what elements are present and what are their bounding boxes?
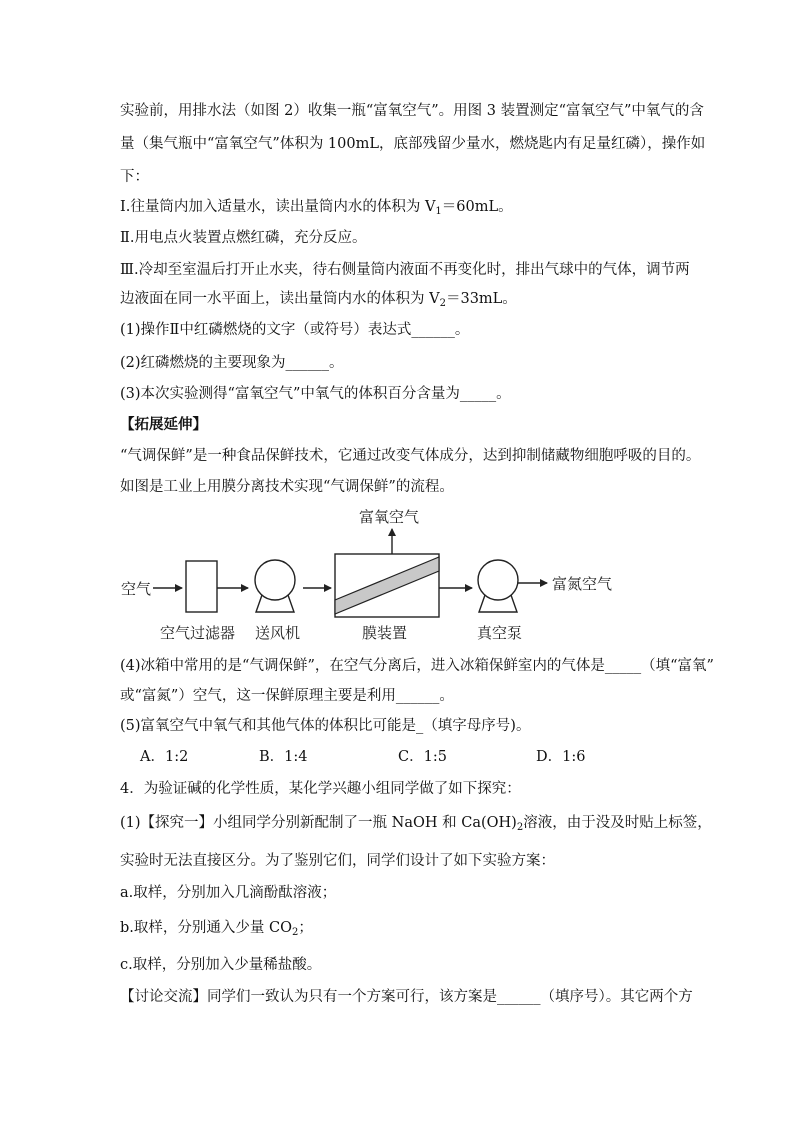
vacuum-pump-icon (478, 560, 518, 612)
question-1: (1)操作Ⅱ中红磷燃烧的文字（或符号）表达式______。 (120, 322, 470, 338)
plan-c: c.取样，分别加入少量稀盐酸。 (120, 957, 322, 973)
step-2: Ⅱ.用电点火装置点燃红磷，充分反应。 (120, 230, 367, 246)
air-filter-box (186, 561, 217, 612)
step-1: Ⅰ.往量筒内加入适量水，读出量筒内水的体积为 $V_1=60mL$。 (120, 199, 513, 217)
intro-line-2: 量（集气瓶中“富氧空气”体积为 100mL，底部残留少量水，燃烧匙内有足量红磷），操作如 (120, 136, 706, 152)
plan-a: a.取样，分别加入几滴酚酞溶液； (120, 885, 337, 901)
option-d: D．1:6 (536, 749, 586, 765)
intro-line-1: 实验前，用排水法（如图 2）收集一瓶“富氧空气”。用图 3 装置测定“富氧空气”中氧气的含 (120, 103, 704, 119)
question-3: (3)本次实验测得“富氧空气”中氧气的体积百分含量为_____。 (120, 386, 511, 402)
air-filter-label: 空气过滤器 (160, 624, 236, 642)
extension-paragraph-2: 如图是工业上用膜分离技术实现“气调保鲜”的流程。 (120, 479, 454, 495)
question-2: (2)红磷燃烧的主要现象为______。 (120, 355, 344, 371)
intro-line-3: 下： (120, 169, 149, 185)
membrane-label: 膜装置 (362, 624, 408, 642)
discussion-line: 【讨论交流】同学们一致认为只有一个方案可行，该方案是______（填序号）。其它两个方 (120, 989, 693, 1005)
oxygen-rich-air-label: 富氧空气 (359, 508, 420, 526)
option-b: B．1:4 (259, 749, 308, 765)
question-4-line-1: (4)冰箱中常用的是“气调保鲜”，在空气分离后，进入冰箱保鲜室内的气体是_____（填“富氧” (120, 658, 714, 674)
membrane-separation-diagram (110, 500, 670, 650)
option-a: A．1:2 (140, 749, 189, 765)
blower-label: 送风机 (255, 624, 301, 642)
question-4-line-2: 或“富氮”）空气，这一保鲜原理主要是利用______。 (120, 688, 454, 704)
vacuum-pump-label: 真空泵 (477, 624, 523, 642)
extension-heading: 【拓展延伸】 (120, 416, 207, 433)
step-3-line-2: 边液面在同一水平面上，读出量筒内水的体积为 $V_2=33mL$。 (120, 291, 517, 309)
membrane-device (335, 554, 439, 617)
problem-4-title: 4．为验证碱的化学性质，某化学兴趣小组同学做了如下探究： (120, 781, 521, 797)
problem-4-part-1-cont: 实验时无法直接区分。为了鉴别它们，同学们设计了如下实验方案： (120, 853, 555, 869)
question-5: (5)富氧空气中氧气和其他气体的体积比可能是_（填字母序号)。 (120, 718, 531, 734)
step-3-line-1: Ⅲ.冷却至室温后打开止水夹，待右侧量筒内液面不再变化时，排出气球中的气体，调节两 (120, 262, 690, 278)
nitrogen-rich-air-label: 富氮空气 (552, 575, 613, 593)
problem-4-part-1: (1)【探究一】小组同学分别新配制了一瓶 NaOH 和 $Ca(OH)_2$溶液，由于没及时贴上标签， (120, 815, 712, 833)
option-c: C．1:5 (398, 749, 447, 765)
blower-icon (255, 560, 295, 612)
extension-paragraph-1: “气调保鲜”是一种食品保鲜技术，它通过改变气体成分，达到抑制储藏物细胞呼吸的目的。 (120, 448, 701, 464)
input-air-label: 空气 (121, 580, 152, 598)
plan-b: b.取样，分别通入少量 $CO_2$； (120, 920, 313, 938)
